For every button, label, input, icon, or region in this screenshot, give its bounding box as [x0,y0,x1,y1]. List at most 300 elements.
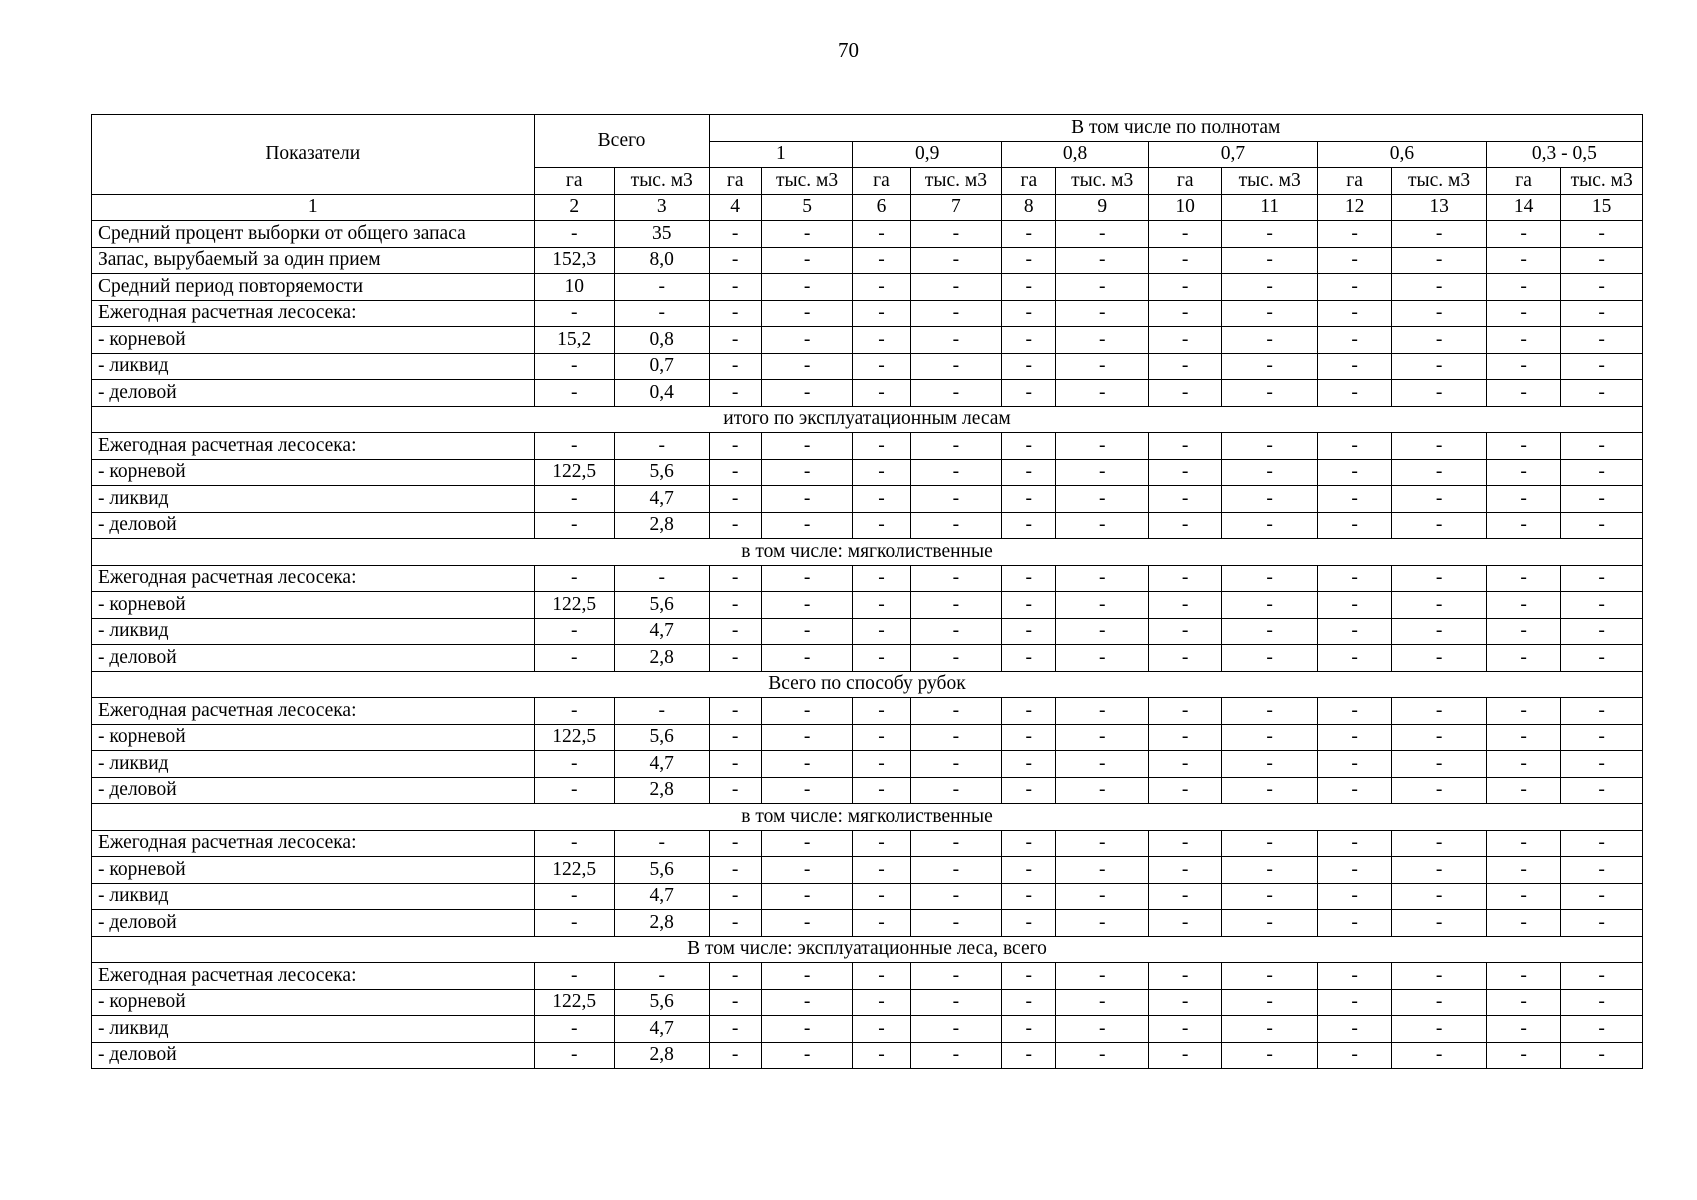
total-volume-cell: - [614,433,709,460]
table-row [92,830,1643,857]
header-density: 0,3 - 0,5 [1486,141,1642,168]
felling-table [91,114,1643,1069]
density-value-cell: - [1222,777,1318,804]
density-value-cell: - [1561,1042,1643,1069]
density-value-cell: - [709,274,761,301]
row-label: - ликвид [92,751,535,778]
density-value-cell: - [761,221,853,248]
row-label: - корневой [92,327,535,354]
density-value-cell: - [1222,247,1318,274]
unit-ha: га [534,168,614,195]
density-value-cell: - [1222,1042,1318,1069]
density-value-cell: - [1561,592,1643,619]
section-title: итого по эксплуатационным лесам [92,406,1643,433]
density-value-cell: - [853,512,910,539]
column-number: 11 [1222,194,1318,221]
density-value-cell: - [853,300,910,327]
row-label: Ежегодная расчетная лесосека: [92,565,535,592]
density-value-cell: - [1002,645,1056,672]
density-value-cell: - [853,989,910,1016]
density-value-cell: - [1002,910,1056,937]
total-ha-cell: - [534,1042,614,1069]
unit-volume: тыс. м3 [1561,168,1643,195]
table-row [92,380,1643,407]
density-value-cell: - [1561,857,1643,884]
table-row [92,618,1643,645]
total-ha-cell: - [534,963,614,990]
row-label: - ликвид [92,883,535,910]
density-value-cell: - [1317,963,1391,990]
density-value-cell: - [1002,565,1056,592]
density-value-cell: - [1486,1016,1560,1043]
density-value-cell: - [1148,300,1221,327]
density-value-cell: - [761,645,853,672]
row-label: - корневой [92,592,535,619]
section-title: в том числе: мягколиственные [92,539,1643,566]
density-value-cell: - [1056,645,1149,672]
density-value-cell: - [910,618,1002,645]
density-value-cell: - [761,777,853,804]
density-value-cell: - [1002,300,1056,327]
column-number: 3 [614,194,709,221]
density-value-cell: - [1222,698,1318,725]
density-value-cell: - [1222,512,1318,539]
density-value-cell: - [1056,512,1149,539]
density-value-cell: - [1222,592,1318,619]
density-value-cell: - [1486,221,1560,248]
density-value-cell: - [910,910,1002,937]
density-value-cell: - [1392,724,1487,751]
total-ha-cell: 122,5 [534,724,614,751]
density-value-cell: - [910,830,1002,857]
density-value-cell: - [853,221,910,248]
density-value-cell: - [1392,274,1487,301]
total-volume-cell: 0,7 [614,353,709,380]
density-value-cell: - [1002,592,1056,619]
density-value-cell: - [1222,300,1318,327]
density-value-cell: - [1392,883,1487,910]
density-value-cell: - [910,645,1002,672]
density-value-cell: - [1002,989,1056,1016]
density-value-cell: - [761,433,853,460]
density-value-cell: - [1392,963,1487,990]
header-row-1 [92,115,1643,142]
density-value-cell: - [1222,989,1318,1016]
density-value-cell: - [910,274,1002,301]
density-value-cell: - [1561,247,1643,274]
density-value-cell: - [1148,1042,1221,1069]
density-value-cell: - [1561,618,1643,645]
density-value-cell: - [1317,830,1391,857]
density-value-cell: - [1392,910,1487,937]
total-volume-cell: - [614,300,709,327]
density-value-cell: - [1486,989,1560,1016]
density-value-cell: - [709,1016,761,1043]
total-ha-cell: - [534,751,614,778]
density-value-cell: - [853,274,910,301]
density-value-cell: - [1317,221,1391,248]
density-value-cell: - [1486,751,1560,778]
table-row [92,221,1643,248]
density-value-cell: - [1222,883,1318,910]
density-value-cell: - [1486,459,1560,486]
unit-ha: га [853,168,910,195]
density-value-cell: - [910,433,1002,460]
density-value-cell: - [761,857,853,884]
density-value-cell: - [1486,486,1560,513]
density-value-cell: - [1148,910,1221,937]
density-value-cell: - [1486,327,1560,354]
density-value-cell: - [761,274,853,301]
density-value-cell: - [1056,353,1149,380]
density-value-cell: - [1392,989,1487,1016]
density-value-cell: - [853,592,910,619]
header-density: 0,7 [1148,141,1317,168]
column-number: 13 [1392,194,1487,221]
density-value-cell: - [910,1042,1002,1069]
column-number: 15 [1561,194,1643,221]
density-value-cell: - [1222,274,1318,301]
density-value-cell: - [1392,1016,1487,1043]
row-label: Средний период повторяемости [92,274,535,301]
header-density: 0,9 [853,141,1002,168]
density-value-cell: - [1486,618,1560,645]
density-value-cell: - [1056,618,1149,645]
density-value-cell: - [1317,777,1391,804]
density-value-cell: - [761,963,853,990]
total-volume-cell: - [614,830,709,857]
density-value-cell: - [1148,459,1221,486]
density-value-cell: - [1222,459,1318,486]
density-value-cell: - [853,857,910,884]
density-value-cell: - [709,645,761,672]
density-value-cell: - [1561,486,1643,513]
density-value-cell: - [1222,830,1318,857]
density-value-cell: - [1056,883,1149,910]
density-value-cell: - [1002,327,1056,354]
density-value-cell: - [1222,380,1318,407]
header-density: 0,6 [1317,141,1486,168]
page-number: 70 [838,38,859,62]
density-value-cell: - [1317,247,1391,274]
density-value-cell: - [910,353,1002,380]
density-value-cell: - [709,724,761,751]
table-row [92,724,1643,751]
density-value-cell: - [1317,486,1391,513]
density-value-cell: - [1056,830,1149,857]
column-number: 2 [534,194,614,221]
density-value-cell: - [709,883,761,910]
density-value-cell: - [1561,274,1643,301]
density-value-cell: - [853,433,910,460]
density-value-cell: - [1056,1016,1149,1043]
density-value-cell: - [1056,1042,1149,1069]
density-value-cell: - [853,830,910,857]
unit-volume: тыс. м3 [1056,168,1149,195]
density-value-cell: - [1561,910,1643,937]
density-value-cell: - [853,910,910,937]
density-value-cell: - [761,698,853,725]
row-label: - корневой [92,459,535,486]
density-value-cell: - [1222,221,1318,248]
unit-ha: га [1486,168,1560,195]
header-density: 0,8 [1002,141,1149,168]
density-value-cell: - [1392,221,1487,248]
density-value-cell: - [1222,910,1318,937]
density-value-cell: - [1148,989,1221,1016]
density-value-cell: - [910,459,1002,486]
density-value-cell: - [709,830,761,857]
density-value-cell: - [709,380,761,407]
row-label: - деловой [92,512,535,539]
density-value-cell: - [853,380,910,407]
row-label: Средний процент выборки от общего запаса [92,221,535,248]
density-value-cell: - [1002,1042,1056,1069]
density-value-cell: - [1486,433,1560,460]
density-value-cell: - [1561,433,1643,460]
density-value-cell: - [1148,433,1221,460]
density-value-cell: - [1486,777,1560,804]
total-ha-cell: - [534,300,614,327]
density-value-cell: - [1486,963,1560,990]
density-value-cell: - [910,486,1002,513]
density-value-cell: - [1056,963,1149,990]
density-value-cell: - [1392,645,1487,672]
density-value-cell: - [709,963,761,990]
density-value-cell: - [1002,274,1056,301]
unit-volume: тыс. м3 [910,168,1002,195]
density-value-cell: - [1486,592,1560,619]
density-value-cell: - [910,592,1002,619]
density-value-cell: - [1561,1016,1643,1043]
total-volume-cell: 5,6 [614,459,709,486]
density-value-cell: - [910,989,1002,1016]
header-total: Всего [534,115,709,168]
density-value-cell: - [1317,459,1391,486]
density-value-cell: - [1486,380,1560,407]
density-value-cell: - [910,221,1002,248]
total-ha-cell: - [534,486,614,513]
density-value-cell: - [709,565,761,592]
density-value-cell: - [761,592,853,619]
density-value-cell: - [853,751,910,778]
density-value-cell: - [1222,353,1318,380]
table-row [92,300,1643,327]
row-label: - ликвид [92,1016,535,1043]
total-volume-cell: 5,6 [614,592,709,619]
density-value-cell: - [1317,1016,1391,1043]
density-value-cell: - [853,883,910,910]
density-value-cell: - [910,698,1002,725]
density-value-cell: - [1002,751,1056,778]
density-value-cell: - [709,433,761,460]
density-value-cell: - [1392,618,1487,645]
density-value-cell: - [709,353,761,380]
density-value-cell: - [761,883,853,910]
density-value-cell: - [1148,221,1221,248]
density-value-cell: - [1561,353,1643,380]
density-value-cell: - [709,910,761,937]
density-value-cell: - [1056,857,1149,884]
density-value-cell: - [1561,883,1643,910]
table-row [92,989,1643,1016]
density-value-cell: - [853,1016,910,1043]
column-number: 12 [1317,194,1391,221]
unit-volume: тыс. м3 [614,168,709,195]
row-label: Ежегодная расчетная лесосека: [92,830,535,857]
density-value-cell: - [1148,380,1221,407]
density-value-cell: - [1148,724,1221,751]
column-number: 5 [761,194,853,221]
density-value-cell: - [853,724,910,751]
density-value-cell: - [1317,300,1391,327]
density-value-cell: - [709,777,761,804]
density-value-cell: - [1561,512,1643,539]
table-row [92,459,1643,486]
total-volume-cell: - [614,963,709,990]
density-value-cell: - [1056,380,1149,407]
section-row [92,671,1643,698]
total-ha-cell: - [534,618,614,645]
total-ha-cell: - [534,353,614,380]
density-value-cell: - [1561,300,1643,327]
density-value-cell: - [1317,618,1391,645]
density-value-cell: - [1002,353,1056,380]
density-value-cell: - [709,512,761,539]
density-value-cell: - [1392,777,1487,804]
density-value-cell: - [1148,883,1221,910]
table-row [92,247,1643,274]
density-value-cell: - [1056,751,1149,778]
density-value-cell: - [761,1016,853,1043]
table-row [92,512,1643,539]
table-row [92,963,1643,990]
density-value-cell: - [1148,274,1221,301]
row-label: - деловой [92,380,535,407]
table-row [92,698,1643,725]
density-value-cell: - [1392,565,1487,592]
density-value-cell: - [709,751,761,778]
density-value-cell: - [853,565,910,592]
table-row [92,274,1643,301]
unit-ha: га [1148,168,1221,195]
density-value-cell: - [1392,857,1487,884]
row-label: - ликвид [92,618,535,645]
density-value-cell: - [1056,300,1149,327]
density-value-cell: - [1317,645,1391,672]
density-value-cell: - [1056,327,1149,354]
row-label: - деловой [92,777,535,804]
density-value-cell: - [853,1042,910,1069]
density-value-cell: - [1561,751,1643,778]
row-label: Ежегодная расчетная лесосека: [92,698,535,725]
density-value-cell: - [1148,751,1221,778]
density-value-cell: - [853,327,910,354]
row-label: - ликвид [92,486,535,513]
total-ha-cell: - [534,433,614,460]
row-label: Ежегодная расчетная лесосека: [92,433,535,460]
density-value-cell: - [910,380,1002,407]
density-value-cell: - [910,565,1002,592]
total-volume-cell: 8,0 [614,247,709,274]
row-label: - деловой [92,1042,535,1069]
density-value-cell: - [910,857,1002,884]
row-label: - деловой [92,910,535,937]
density-value-cell: - [1317,592,1391,619]
density-value-cell: - [761,380,853,407]
density-value-cell: - [1486,883,1560,910]
density-value-cell: - [761,830,853,857]
density-value-cell: - [1317,353,1391,380]
density-value-cell: - [761,724,853,751]
density-value-cell: - [1148,247,1221,274]
density-value-cell: - [1148,486,1221,513]
unit-volume: тыс. м3 [761,168,853,195]
density-value-cell: - [1148,1016,1221,1043]
density-value-cell: - [1222,618,1318,645]
density-value-cell: - [1486,565,1560,592]
density-value-cell: - [1486,830,1560,857]
table-row [92,1016,1643,1043]
density-value-cell: - [1148,353,1221,380]
density-value-cell: - [1392,380,1487,407]
column-number: 8 [1002,194,1056,221]
density-value-cell: - [1561,645,1643,672]
density-value-cell: - [1056,274,1149,301]
density-value-cell: - [1056,565,1149,592]
total-ha-cell: - [534,512,614,539]
total-volume-cell: 5,6 [614,724,709,751]
density-value-cell: - [1222,565,1318,592]
density-value-cell: - [1222,724,1318,751]
density-value-cell: - [1056,910,1149,937]
density-value-cell: - [1317,910,1391,937]
density-value-cell: - [709,247,761,274]
total-ha-cell: 122,5 [534,459,614,486]
density-value-cell: - [709,618,761,645]
density-value-cell: - [1222,486,1318,513]
row-label: - корневой [92,724,535,751]
density-value-cell: - [1561,459,1643,486]
density-value-cell: - [761,910,853,937]
density-value-cell: - [761,1042,853,1069]
total-volume-cell: 4,7 [614,618,709,645]
density-value-cell: - [1002,857,1056,884]
density-value-cell: - [1486,645,1560,672]
density-value-cell: - [709,857,761,884]
density-value-cell: - [1392,459,1487,486]
table-row [92,751,1643,778]
density-value-cell: - [1486,512,1560,539]
density-value-cell: - [1561,565,1643,592]
density-value-cell: - [853,618,910,645]
unit-ha: га [1317,168,1391,195]
table-row [92,327,1643,354]
total-volume-cell: 35 [614,221,709,248]
density-value-cell: - [1561,327,1643,354]
density-value-cell: - [1222,857,1318,884]
density-value-cell: - [1056,459,1149,486]
column-number: 7 [910,194,1002,221]
density-value-cell: - [1148,645,1221,672]
density-value-cell: - [1561,777,1643,804]
column-number: 9 [1056,194,1149,221]
section-row [92,936,1643,963]
density-value-cell: - [1056,433,1149,460]
density-value-cell: - [1486,353,1560,380]
density-value-cell: - [853,963,910,990]
density-value-cell: - [1222,433,1318,460]
